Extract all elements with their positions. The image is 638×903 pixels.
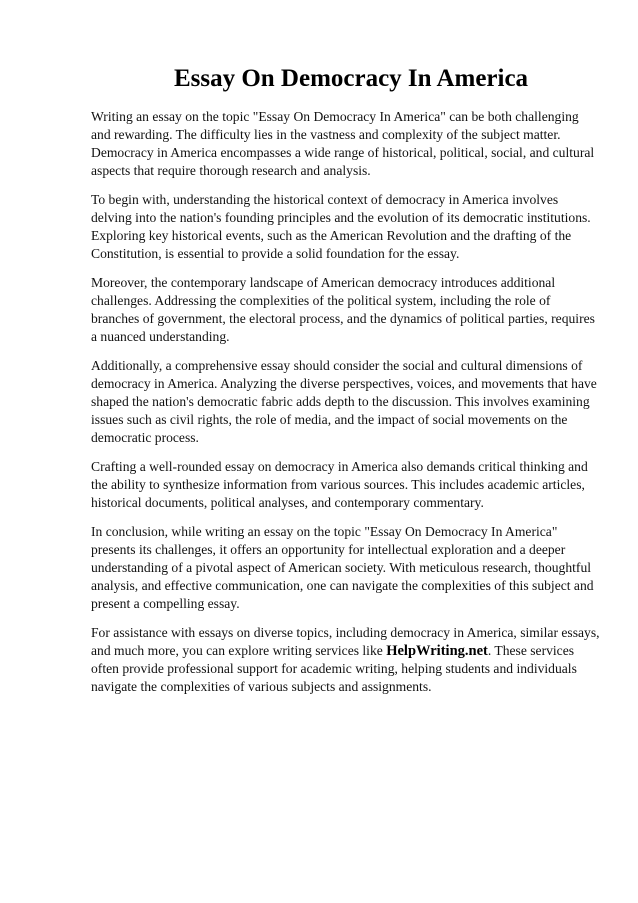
assistance-text-start: For assistance with essays on diverse topics, including democracy in America, similar essays, and much more, you can explore writing services like bbox=[91, 625, 600, 658]
paragraph-intro: Writing an essay on the topic "Essay On Democracy In America" can be both challenging and rewarding. The difficulty lies in the vastness and complexity of the subject matter. Democracy in America encompasses a wide range of historical, political, social, and cultural aspects that require thorough research and analysis. bbox=[91, 109, 595, 178]
paragraph-assistance bbox=[91, 624, 601, 696]
paragraph-conclusion: In conclusion, while writing an essay on the topic "Essay On Democracy In America" presents its challenges, it offers an opportunity for intellectual exploration and a deeper understanding of a pivotal aspect of American society. With meticulous research, thoughtful analysis, and effective communication, one can navigate the complexities of this subject and present a compelling essay. bbox=[91, 524, 594, 611]
helpwriting-brand-link[interactable]: HelpWriting.net bbox=[386, 643, 488, 659]
paragraph-social-cultural: Additionally, a comprehensive essay should consider the social and cultural dimensions of democracy in America. Analyzing the diverse perspectives, voices, and movements that have shaped the nation's democratic fabric adds depth to the discussion. This involves examining issues such as civil rights, the role of media, and the impact of social movements on the democratic process. bbox=[91, 358, 597, 445]
document-title: Essay On Democracy In America bbox=[173, 65, 529, 92]
paragraph-critical-thinking: Crafting a well-rounded essay on democracy in America also demands critical thinking and the ability to synthesize information from various sources. This includes academic articles, historical documents, political analyses, and contemporary commentary. bbox=[91, 459, 588, 510]
paragraph-historical-context: To begin with, understanding the historical context of democracy in America involves delving into the nation's founding principles and the evolution of its democratic institutions. Exploring key historical events, such as the American Revolution and the drafting of the Constitution, is essential to provide a solid foundation for the essay. bbox=[91, 192, 591, 261]
paragraph-contemporary-landscape: Moreover, the contemporary landscape of American democracy introduces additional challenges. Addressing the complexities of the political system, including the role of branches of government, the electoral process, and the dynamics of political parties, requires a nuanced understanding. bbox=[91, 275, 595, 344]
assistance-text-end: . These services often provide professional support for academic writing, helping students and individuals navigate the complexities of various subjects and assignments. bbox=[91, 643, 577, 694]
